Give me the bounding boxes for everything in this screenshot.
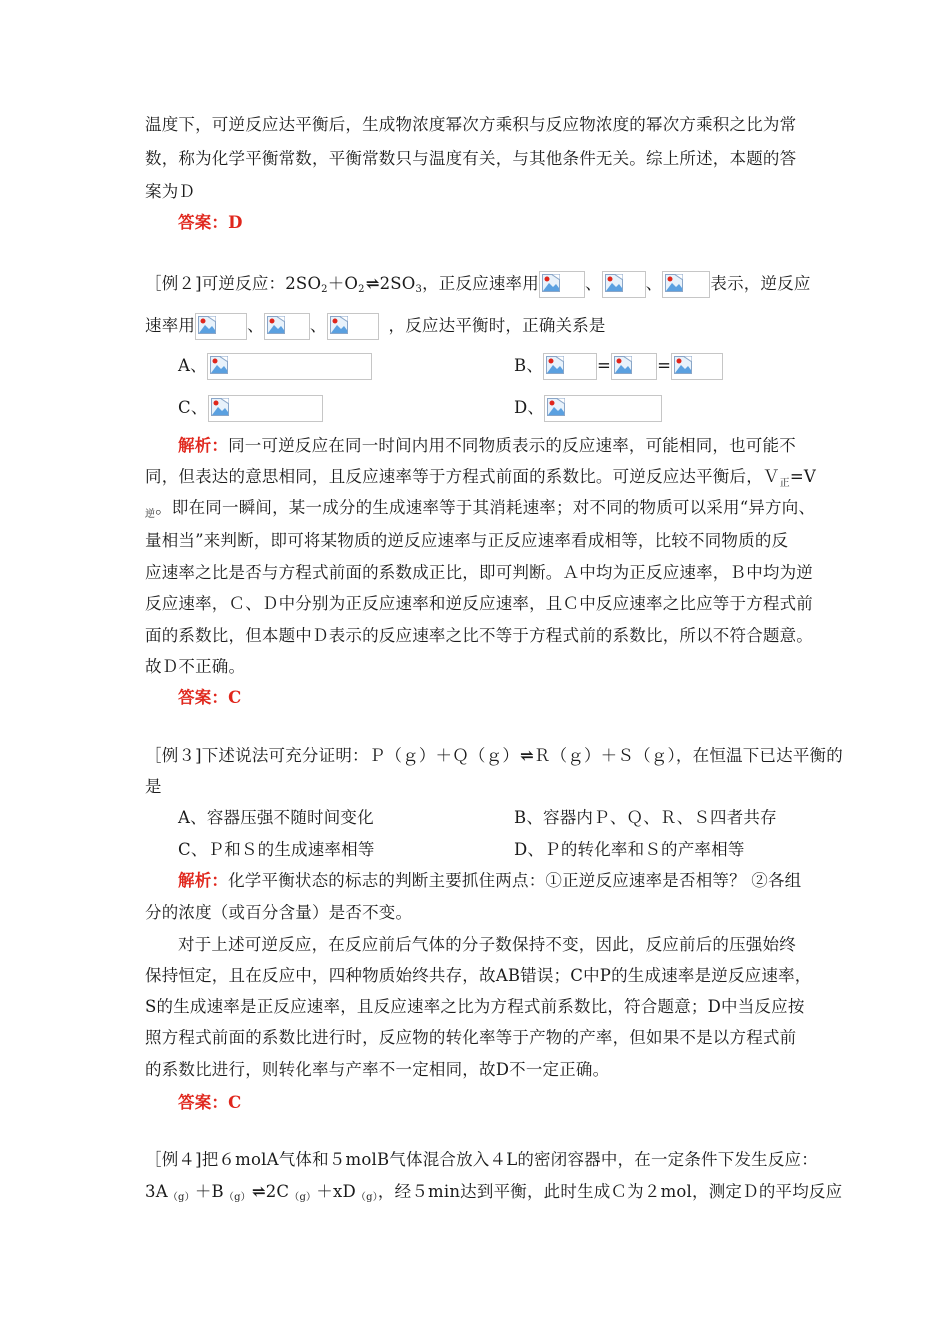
answer-label: 答案：C	[178, 1093, 242, 1112]
text: =V	[789, 467, 816, 486]
separator: 、	[584, 274, 602, 293]
separator: 、	[309, 316, 327, 335]
example-2-line-2	[145, 313, 606, 340]
answer-label: 答案：C	[178, 688, 242, 707]
broken-image-icon	[264, 313, 310, 340]
broken-image-icon	[602, 271, 646, 298]
text: 3A	[145, 1182, 168, 1201]
text: 化学平衡状态的标志的判断主要抓住两点：①正逆反应速率是否相等？ ②各组	[228, 871, 802, 890]
equilibrium-arrow-icon: ⇌	[520, 746, 533, 765]
text: 同一可逆反应在同一时间内用不同物质表示的反应速率，可能相同，也可能不	[228, 436, 796, 455]
analysis-line: S的生成速率是正反应速率，且反应速率之比为方程式前系数比，符合题意；D中当反应按	[145, 997, 805, 1016]
separator: 、	[247, 316, 264, 335]
option-b: B、容器内Ｐ、Ｑ、Ｒ、Ｓ四者共存	[514, 808, 777, 827]
equals-sign: =	[597, 356, 612, 375]
equilibrium-arrow-icon: ⇌	[365, 274, 379, 293]
broken-image-icon	[662, 271, 710, 298]
equilibrium-arrow-icon: ⇌	[251, 1182, 265, 1201]
analysis-line: 对于上述可逆反应，在反应前后气体的分子数保持不变，因此，反应前后的压强始终	[178, 935, 796, 954]
subscript: 正	[779, 478, 790, 489]
option-label: A、	[178, 356, 207, 375]
subscript: （g）	[223, 1192, 251, 1203]
text: ［例２]可逆反应：2SO	[145, 274, 322, 293]
broken-image-icon	[327, 313, 379, 340]
option-b	[514, 353, 723, 380]
text: Ｒ（ｇ）＋Ｓ（ｇ），在恒温下已达平衡的	[533, 746, 843, 765]
analysis-line	[178, 870, 801, 892]
equals-sign: =	[657, 356, 672, 375]
analysis-line: 面的系数比，但本题中Ｄ表示的反应速率之比不等于方程式前的系数比，所以不符合题意。	[145, 626, 813, 645]
analysis-label: 解析：	[178, 871, 229, 890]
text: ＋B	[194, 1182, 224, 1201]
analysis-line: 量相当”来判断，即可将某物质的逆反应速率与正反应速率看成相等，比较不同物质的反	[145, 531, 789, 550]
option-c	[178, 395, 323, 422]
text: 2C	[265, 1182, 290, 1201]
analysis-line: 反应速率，Ｃ、Ｄ中分别为正反应速率和逆反应速率，且Ｃ中反应速率之比应等于方程式前	[145, 594, 813, 613]
text: ，经５min达到平衡，此时生成Ｃ为２mol，测定Ｄ的平均反应	[377, 1182, 843, 1201]
option-c: C、Ｐ和Ｓ的生成速率相等	[178, 840, 375, 859]
text: 。即在同一瞬间，某一成分的生成速率等于其消耗速率；对不同的物质可以采用“异方向、	[155, 498, 816, 517]
broken-image-icon	[611, 353, 657, 380]
text-line: 案为Ｄ	[145, 182, 196, 201]
text: 2SO	[379, 274, 416, 293]
option-d: D、Ｐ的转化率和Ｓ的产率相等	[514, 840, 745, 859]
analysis-line: 的系数比进行，则转化率与产率不一定相同，故D不一定正确。	[145, 1060, 610, 1079]
broken-image-icon	[208, 395, 323, 422]
analysis-line: 照方程式前面的系数比进行时，反应物的转化率等于产物的产率，但如果不是以方程式前	[145, 1028, 797, 1047]
text-line: 数，称为化学平衡常数，平衡常数只与温度有关，与其他条件无关。综上所述，本题的答	[145, 149, 797, 168]
text: ，反应达平衡时，正确关系是	[388, 316, 606, 335]
analysis-line	[178, 435, 796, 457]
broken-image-icon	[543, 353, 597, 380]
option-label: D、	[514, 398, 545, 417]
subscript: 2	[321, 284, 328, 295]
subscript: 逆	[145, 509, 156, 520]
analysis-line: 应速率之比是否与方程式前面的系数成正比，即可判断。Ａ中均为正反应速率，Ｂ中均为逆	[145, 563, 813, 582]
text: ＋xD	[316, 1182, 356, 1201]
option-d	[514, 395, 662, 422]
subscript: （g）	[355, 1192, 378, 1203]
example-2-line-1	[145, 271, 811, 301]
analysis-line	[145, 497, 815, 526]
text: ［例３]下述说法可充分证明：Ｐ（ｇ）＋Ｑ（ｇ）	[145, 746, 520, 765]
analysis-line: 保持恒定，且在反应中，四种物质始终共存，故AB错误；C中P的生成速率是逆反应速率，	[145, 966, 812, 985]
text: 同，但表达的意思相同，且反应速率等于方程式前面的系数比。可逆反应达平衡后，Ｖ	[145, 467, 780, 486]
broken-image-icon	[671, 353, 723, 380]
analysis-line	[145, 466, 816, 495]
subscript: 3	[415, 284, 423, 295]
option-label: B、	[514, 356, 544, 375]
text: 表示，逆反应	[710, 274, 811, 293]
option-a	[178, 353, 372, 380]
separator: 、	[645, 274, 663, 293]
text: 速率用	[145, 316, 196, 335]
broken-image-icon	[195, 313, 247, 340]
option-label: C、	[178, 398, 208, 417]
analysis-label: 解析：	[178, 436, 229, 455]
answer-label: 答案：D	[178, 213, 243, 232]
example-4-line-1: ［例４]把６molA气体和５molB气体混合放入４L的密闭容器中，在一定条件下发生反应：	[145, 1150, 818, 1169]
broken-image-icon	[544, 395, 662, 422]
text-line: 温度下，可逆反应达平衡后，生成物浓度幂次方乘积与反应物浓度的幂次方乘积之比为常	[145, 115, 797, 134]
analysis-line: 分的浓度（或百分含量）是否不变。	[145, 903, 413, 922]
option-a: A、容器压强不随时间变化	[178, 808, 374, 827]
example-3-line-1	[145, 745, 843, 767]
text: ，正反应速率用	[422, 274, 539, 293]
analysis-line: 故Ｄ不正确。	[145, 657, 246, 676]
broken-image-icon	[539, 271, 585, 298]
subscript: 2	[358, 284, 365, 295]
text: ＋O	[327, 274, 359, 293]
text-line: 是	[145, 777, 162, 796]
subscript: （g）	[167, 1192, 195, 1203]
example-4-line-2	[145, 1181, 842, 1209]
broken-image-icon	[207, 353, 372, 380]
subscript: （g）	[289, 1192, 317, 1203]
